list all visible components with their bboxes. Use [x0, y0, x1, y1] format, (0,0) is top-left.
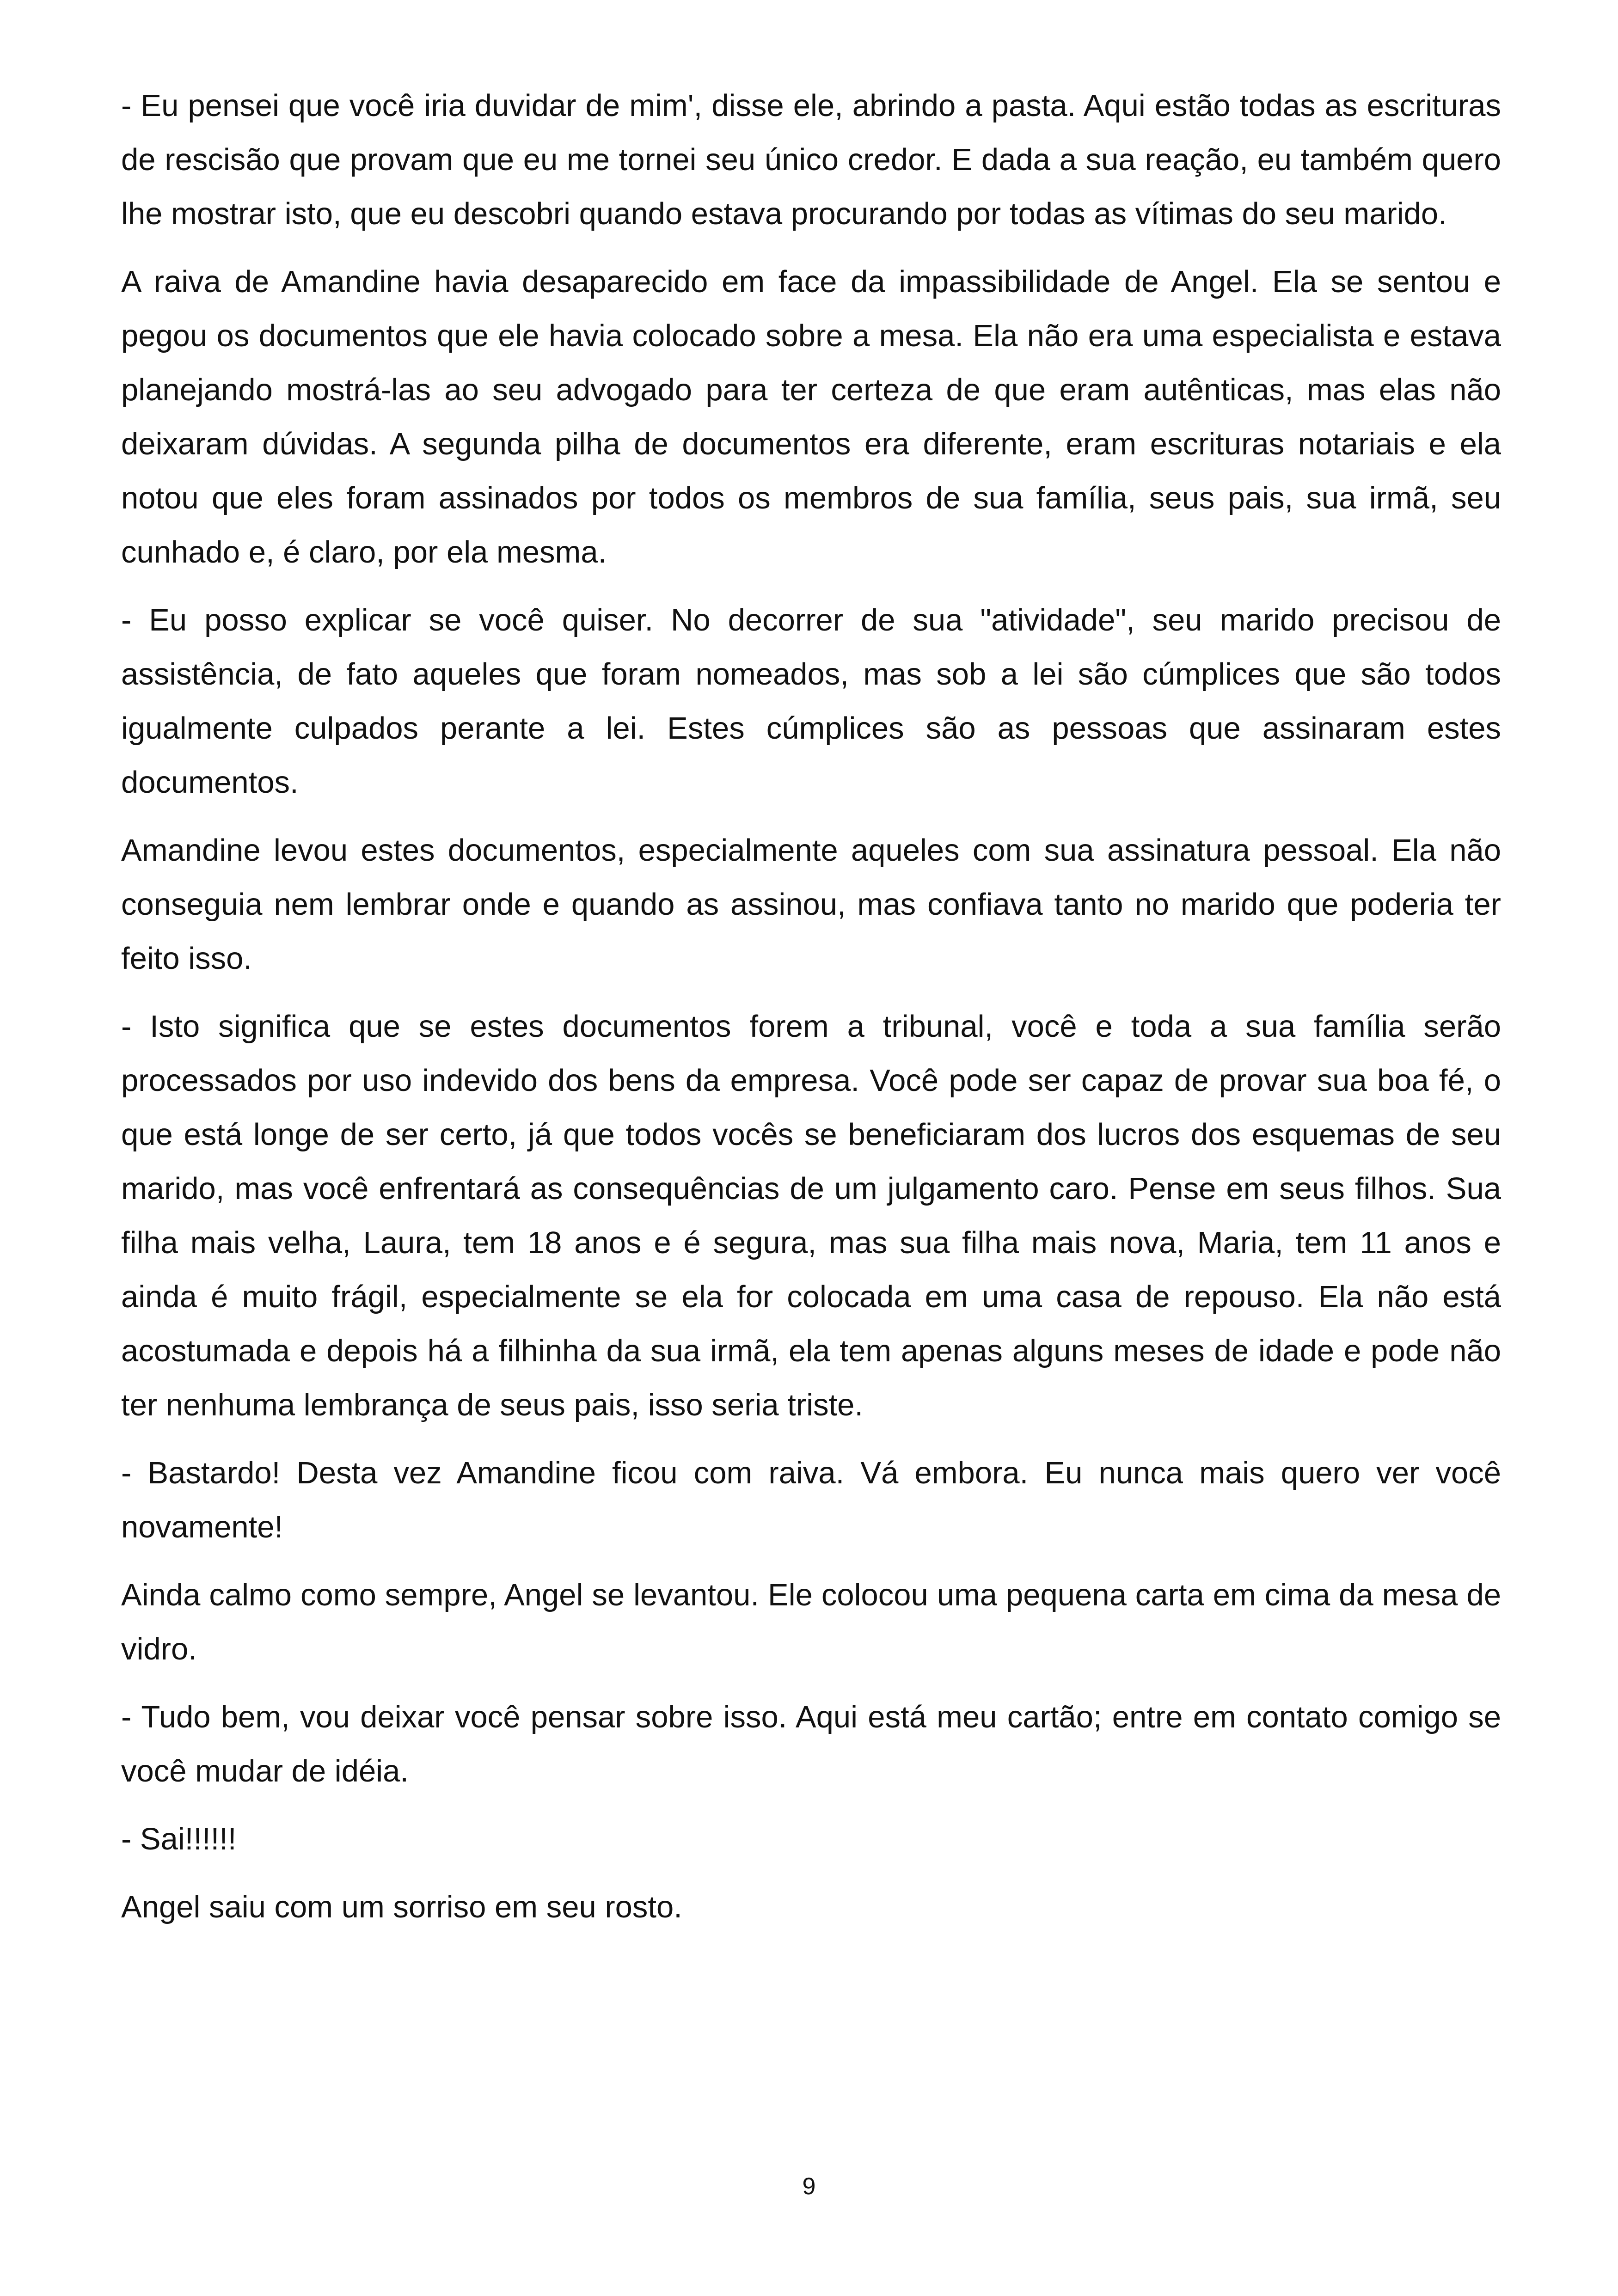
paragraph: Ainda calmo como sempre, Angel se levantou. Ele colocou uma pequena carta em cima da mesa de vidro.: [121, 1578, 1501, 1666]
paragraph: Angel saiu com um sorriso em seu rosto.: [121, 1890, 682, 1924]
page-number: 9: [802, 2173, 816, 2200]
paragraph: - Eu posso explicar se você quiser. No decorrer de sua "atividade", seu marido precisou de assistência, de fato aqueles que foram nomeados, mas sob a lei são cúmplices que são todos igualmente culpados perante a lei. Estes cúmplices são as pessoas que assinaram estes documentos.: [121, 603, 1501, 800]
paragraph: - Eu pensei que você iria duvidar de mim', disse ele, abrindo a pasta. Aqui estão todas as escrituras de rescisão que provam que eu me tornei seu único credor. E dada a sua reação, eu também quero lhe mostrar isto, que eu descobri quando estava procurando por todas as vítimas do seu marido.: [121, 88, 1501, 231]
paragraph: Amandine levou estes documentos, especialmente aqueles com sua assinatura pessoal. Ela não conseguia nem lembrar onde e quando as assinou, mas confiava tanto no marido que poderia ter feito isso.: [121, 833, 1501, 976]
body-text: [121, 79, 1501, 1948]
paragraph: A raiva de Amandine havia desaparecido em face da impassibilidade de Angel. Ela se sentou e pegou os documentos que ele havia colocado sobre a mesa. Ela não era uma especialista e estava planejando mostrá-las ao seu advogado para ter certeza de que eram autênticas, mas elas não deixaram dúvidas. A segunda pilha de documentos era diferente, eram escrituras notariais e ela notou que eles foram assinados por todos os membros de sua família, seus pais, sua irmã, seu cunhado e, é claro, por ela mesma.: [121, 264, 1501, 569]
paragraph: - Tudo bem, vou deixar você pensar sobre isso. Aqui está meu cartão; entre em contato comigo se você mudar de idéia.: [121, 1700, 1501, 1788]
paragraph: - Isto significa que se estes documentos forem a tribunal, você e toda a sua família serão processados por uso indevido dos bens da empresa. Você pode ser capaz de provar sua boa fé, o que está longe de ser certo, já que todos vocês se beneficiaram dos lucros dos esquemas de seu marido, mas você enfrentará as consequências de um julgamento caro. Pense em seus filhos. Sua filha mais velha, Laura, tem 18 anos e é segura, mas sua filha mais nova, Maria, tem 11 anos e ainda é muito frágil, especialmente se ela for colocada em uma casa de repouso. Ela não está acostumada e depois há a filhinha da sua irmã, ela tem apenas alguns meses de idade e pode não ter nenhuma lembrança de seus pais, isso seria triste.: [121, 1009, 1501, 1422]
paragraph: - Sai!!!!!!: [121, 1822, 237, 1856]
paragraph: - Bastardo! Desta vez Amandine ficou com raiva. Vá embora. Eu nunca mais quero ver você novamente!: [121, 1456, 1501, 1544]
